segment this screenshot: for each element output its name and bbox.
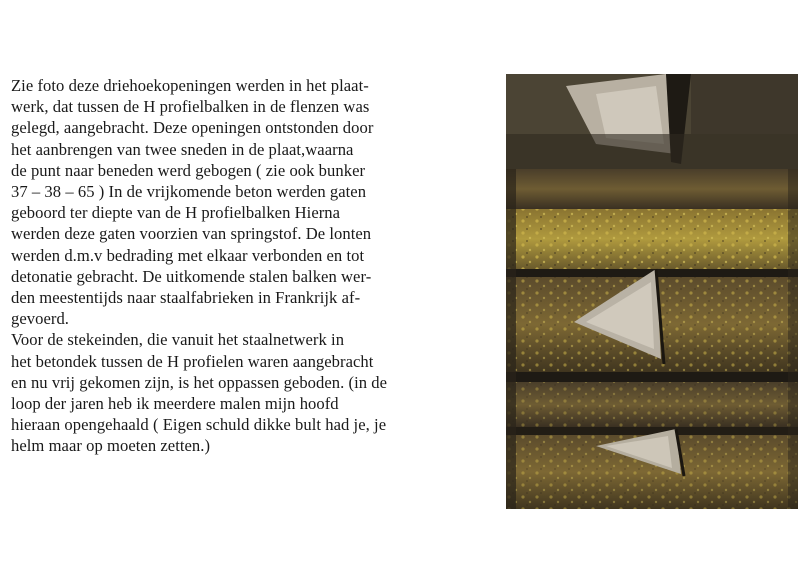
text-line: Voor de stekeinden, die vanuit het staalnetwerk in xyxy=(11,330,345,350)
text-line: werden deze gaten voorzien van springstof. De lonten xyxy=(11,224,372,244)
text-line: de punt naar beneden werd gebogen ( zie ook bunker xyxy=(11,160,366,180)
text-line: werden d.m.v bedrading met elkaar verbonden en tot xyxy=(11,245,365,265)
text-line: helm maar op moeten zetten.) xyxy=(11,436,211,456)
body-text xyxy=(11,75,501,457)
text-line: loop der jaren heb ik meerdere malen mijn hoofd xyxy=(11,394,339,414)
text-line: detonatie gebracht. De uitkomende stalen balken wer- xyxy=(11,266,372,286)
text-line: werk, dat tussen de H profielbalken in de flenzen was xyxy=(11,97,370,117)
text-line: gevoerd. xyxy=(11,309,69,329)
text-line: het aanbrengen van twee sneden in de plaat,waarna xyxy=(11,139,354,159)
text-line: hieraan opengehaald ( Eigen schuld dikke bult had je, je xyxy=(11,415,387,435)
bunker-beam-photo xyxy=(506,74,798,509)
text-line: Zie foto deze driehoekopeningen werden in het plaat- xyxy=(11,76,369,95)
text-line: gelegd, aangebracht. Deze openingen ontstonden door xyxy=(11,118,374,138)
text-line: 37 – 38 – 65 ) In de vrijkomende beton werden gaten xyxy=(11,182,367,202)
text-line: den meestentijds naar staalfabrieken in Frankrijk af- xyxy=(11,288,361,308)
text-line: het betondek tussen de H profielen waren aangebracht xyxy=(11,351,374,371)
text-line: geboord ter diepte van de H profielbalken Hierna xyxy=(11,203,341,223)
text-line: en nu vrij gekomen zijn, is het oppassen geboden. (in de xyxy=(11,372,388,392)
